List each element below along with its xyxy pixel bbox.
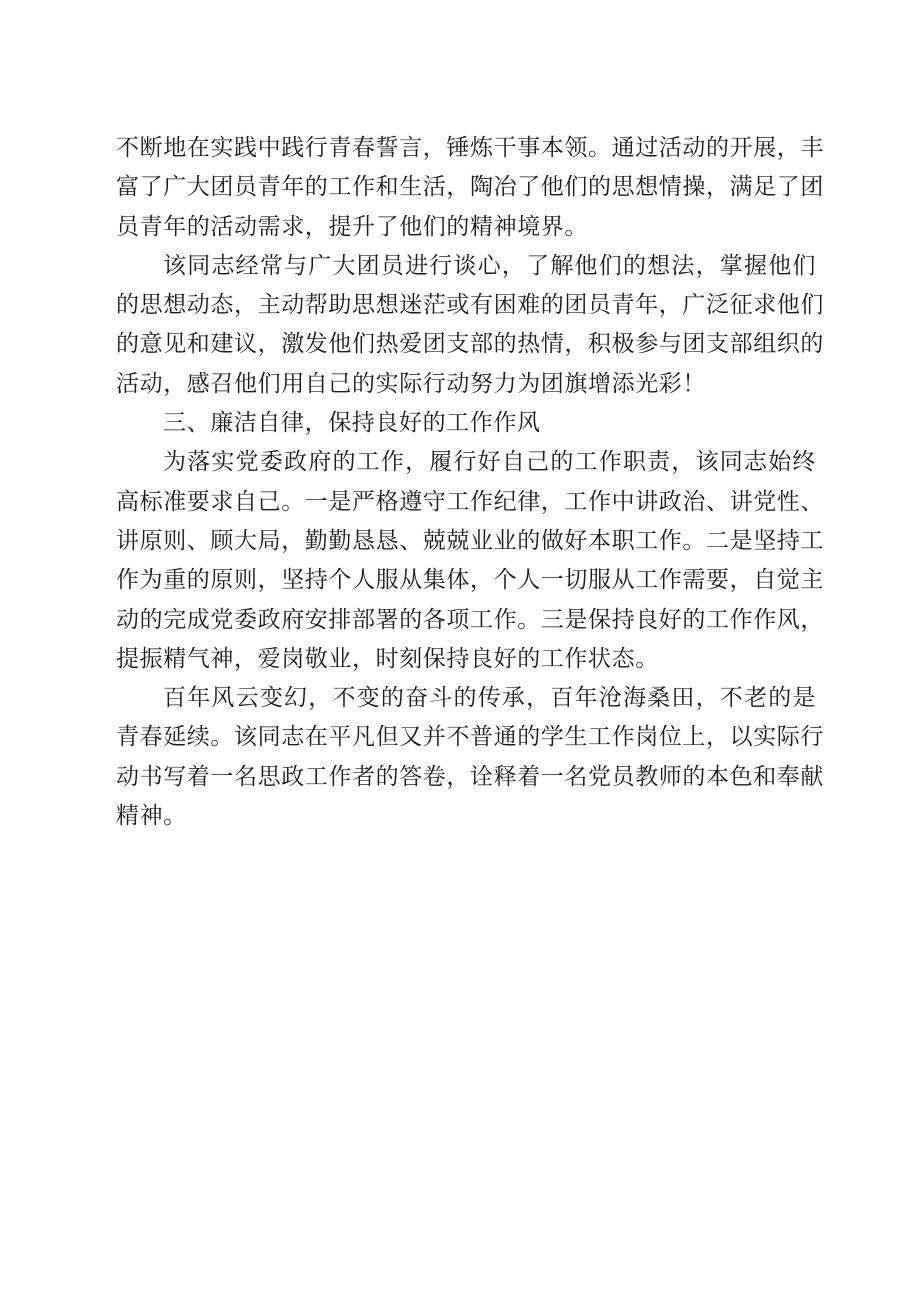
paragraph-line: 为落实党委政府的工作，履行好自己的工作职责，该同志始终	[163, 449, 816, 476]
paragraph-line: 讲原则、顾大局，勤勤恳恳、兢兢业业的做好本职工作。二是坚持工	[116, 527, 824, 554]
paragraph-line: 提振精气神，爱岗敬业，时刻保持良好的工作状态。	[116, 645, 659, 672]
paragraph-line: 员青年的活动需求，提升了他们的精神境界。	[116, 213, 588, 240]
paragraph-line: 的意见和建议，激发他们热爱团支部的热情，积极参与团支部组织的	[116, 331, 824, 358]
paragraph-line: 动的完成党委政府安排部署的各项工作。三是保持良好的工作作风，	[116, 606, 824, 633]
paragraph-line: 作为重的原则，坚持个人服从集体，个人一切服从工作需要，自觉主	[116, 567, 824, 594]
paragraph-line: 富了广大团员青年的工作和生活，陶冶了他们的思想情操，满足了团	[116, 174, 824, 201]
paragraph-line: 的思想动态，主动帮助思想迷茫或有困难的团员青年，广泛征求他们	[116, 292, 824, 319]
document-body	[116, 129, 824, 836]
paragraph-line: 精神。	[116, 803, 187, 830]
paragraph-line: 不断地在实践中践行青春誓言，锤炼干事本领。通过活动的开展，丰	[116, 135, 824, 161]
paragraph-line: 该同志经常与广大团员进行谈心，了解他们的想法，掌握他们	[163, 252, 816, 279]
paragraph-line: 青春延续。该同志在平凡但又并不普通的学生工作岗位上，以实际行	[116, 724, 824, 751]
section-heading: 三、廉洁自律，保持良好的工作作风	[163, 410, 541, 437]
paragraph-line: 动书写着一名思政工作者的答卷，诠释着一名党员教师的本色和奉献	[116, 763, 824, 790]
paragraph-line: 活动，感召他们用自己的实际行动努力为团旗增添光彩！	[116, 370, 706, 397]
paragraph-line: 高标准要求自己。一是严格遵守工作纪律，工作中讲政治、讲党性、	[116, 488, 824, 515]
paragraph-line: 百年风云变幻，不变的奋斗的传承，百年沧海桑田，不老的是	[163, 685, 816, 712]
